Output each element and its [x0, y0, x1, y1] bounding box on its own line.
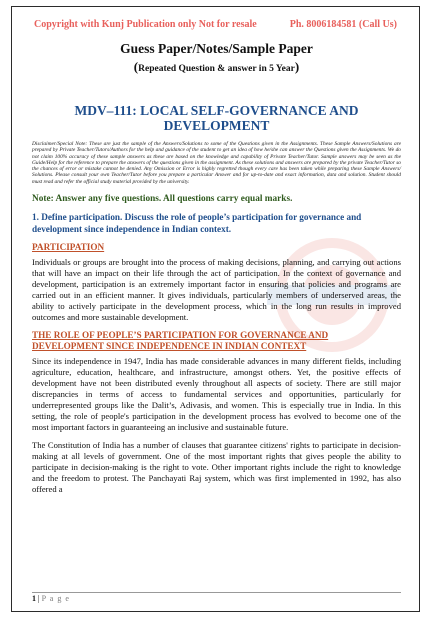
role-paragraph-2: The Constitution of India has a number of clauses that guarantee citizens' rights to participate in decision-making at all levels of government. One of the most important rights that gives people the ability to participate in decision-making is the right to vote. Other important rights include the right to knowledge and the freedom to protest. The Panchayati Raj system, which was first implemented in 1992, has also offered a — [32, 440, 401, 495]
footer-separator: | — [36, 594, 42, 603]
question-1: 1. Define participation. Discuss the role of people’s participation for governance and development since independence in Indian context. — [32, 212, 362, 234]
copyright-banner — [32, 19, 401, 30]
participation-heading: PARTICIPATION — [32, 242, 105, 253]
page-number: 1 — [32, 594, 36, 603]
subtitle-text: Repeated Question & answer in 5 Year — [138, 64, 295, 74]
header-subtitle — [32, 59, 401, 75]
page-label: P a g e — [41, 594, 70, 603]
subtitle-open-paren: ( — [133, 59, 139, 74]
course-title: MDV–111: LOCAL SELF-GOVERNANCE AND DEVELOPMENT — [74, 103, 359, 133]
document-page — [11, 6, 420, 612]
instruction-note: Note: Answer any five questions. All questions carry equal marks. — [32, 194, 293, 205]
role-paragraph-1: Since its independence in 1947, India has made considerable advances in many different fields, including agriculture, education, healthcare, and infrastructure, amongst others. Yet, the positive effects of development have not been distributed evenly throughout all aspects of society. There are still major discrepancies in terms of access to fundamental services and opportunities, particularly for underrepresented groups like the Dalit’s, Adivasis, and women. This is especially true in India. In this setting, the role of people's participation in the development process has evolved to become one of the most important factors in guaranteeing an inclusive and sustainable future. — [32, 356, 401, 433]
subtitle-close-paren: ) — [294, 59, 300, 74]
page-footer — [32, 592, 401, 603]
role-heading: THE ROLE OF PEOPLE’S PARTICIPATION FOR GOVERNANCE AND DEVELOPMENT SINCE INDEPENDENCE IN INDIAN CONTEXT — [32, 330, 329, 352]
header-title: Guess Paper/Notes/Sample Paper — [120, 41, 313, 56]
copyright-text: Copyright with Kunj Publication only Not for resale — [34, 19, 257, 30]
participation-paragraph: Individuals or groups are brought into the process of making decisions, planning, and carrying out actions that will have an impact on their life through the act of participation. In the context of governance and development, participation is an extremely important factor in ensuring that policies and programs are carried out in an efficient manner. It gives individuals, particularly members of underserved areas, the ability to actively participate in the development process, which in the long run results in improved outcomes and more sustainable development. — [32, 257, 401, 323]
disclaimer-note: Disclaimer/Special Note: These are just the sample of the Answers/Solutions to some of the Questions given in the Assignments. These Sample Answers/Solutions are prepared by Private Teacher/Tutors/Authors for the help and guidance of the student to get an idea of how he/she can answer the Questions given the Assignments. We do not claim 100% accuracy of these sample answers as these are based on the knowledge and capability of Private Teacher/Tutor. Sample answers may be seen as the Guide/Help for the reference to prepare the answers of the questions given in the assignment. As these solutions and answers are prepared by the private Teacher/Tutor so the chances of error or mistake cannot be denied. Any Omission or Error is highly regretted though every care has been taken while preparing these Sample Answers/ Solutions. Please consult your own Teacher/Tutor before you prepare a particular Answer and for up-to-date and exact information, data and solution. Student should must read and refer the official study material provided by the university. — [32, 141, 401, 185]
contact-phone: Ph. 8006184581 (Call Us) — [289, 19, 397, 30]
